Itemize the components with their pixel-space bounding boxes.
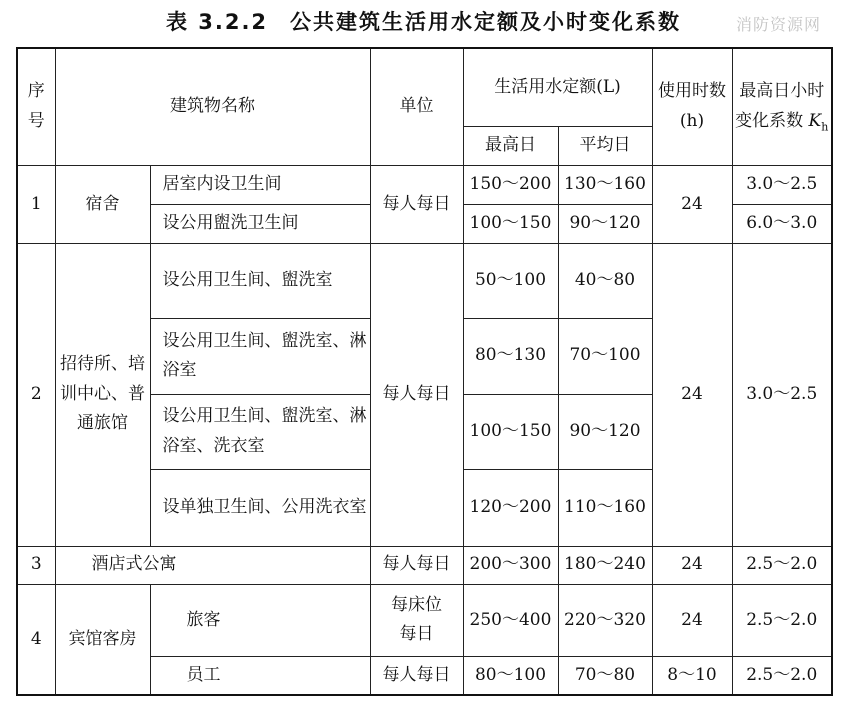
row3-seq: 3 [17, 546, 55, 584]
row4-sub2-unit: 每人每日 [370, 657, 463, 695]
table-caption: 公共建筑生活用水定额及小时变化系数 [290, 10, 682, 34]
row2-sub4-avg: 110～160 [558, 470, 652, 546]
row1-seq: 1 [17, 166, 55, 243]
table-row [17, 243, 832, 318]
row4-category: 宾馆客房 [55, 584, 150, 695]
header-quota: 生活用水定额(L) [463, 48, 652, 126]
row1-sub1-kh: 3.0～2.5 [732, 166, 832, 205]
table-row [17, 166, 832, 205]
row2-kh: 3.0～2.5 [732, 243, 832, 546]
row2-sub3-name: 设公用卫生间、盥洗室、淋浴室、洗衣室 [150, 394, 370, 469]
row4-sub1-hours: 24 [652, 584, 732, 656]
row3-unit: 每人每日 [370, 546, 463, 584]
row2-sub4-name: 设单独卫生间、公用洗衣室 [150, 470, 370, 546]
table-row [17, 546, 832, 584]
row1-sub2-name: 设公用盥洗卫生间 [150, 205, 370, 243]
row2-hours: 24 [652, 243, 732, 546]
row1-unit: 每人每日 [370, 166, 463, 243]
row4-seq: 4 [17, 584, 55, 695]
row4-sub2-name: 员工 [150, 657, 370, 695]
row2-sub1-max: 50～100 [463, 243, 558, 318]
row2-sub1-name: 设公用卫生间、盥洗室 [150, 243, 370, 318]
watermark: 消防资源网 [735, 15, 821, 34]
row4-sub1-max: 250～400 [463, 584, 558, 656]
row1-hours: 24 [652, 166, 732, 243]
header-kh-sub: h [821, 120, 829, 134]
row2-sub2-avg: 70～100 [558, 319, 652, 394]
header-kh [732, 48, 832, 166]
row2-sub4-max: 120～200 [463, 470, 558, 546]
water-quota-table [16, 47, 833, 696]
row3-avg: 180～240 [558, 546, 652, 584]
row1-sub1-avg: 130～160 [558, 166, 652, 205]
row2-category: 招待所、培训中心、普通旅馆 [55, 243, 150, 546]
header-quota-avg: 平均日 [558, 126, 652, 165]
row3-hours: 24 [652, 546, 732, 584]
row2-seq: 2 [17, 243, 55, 546]
row1-sub2-max: 100～150 [463, 205, 558, 243]
header-name: 建筑物名称 [55, 48, 370, 166]
row2-sub2-name: 设公用卫生间、盥洗室、淋浴室 [150, 319, 370, 394]
row4-sub1-kh: 2.5～2.0 [732, 584, 832, 656]
header-kh-prefix: 最高日小时变化系数 [735, 81, 825, 132]
row2-unit: 每人每日 [370, 243, 463, 546]
row4-sub2-max: 80～100 [463, 657, 558, 695]
row4-sub2-hours: 8～10 [652, 657, 732, 695]
header-unit: 单位 [370, 48, 463, 166]
row1-sub2-avg: 90～120 [558, 205, 652, 243]
row3-name: 酒店式公寓 [55, 546, 370, 584]
table-number: 表 3.2.2 [165, 10, 269, 34]
table-title [0, 6, 847, 36]
row4-sub2-avg: 70～80 [558, 657, 652, 695]
header-quota-max: 最高日 [463, 126, 558, 165]
header-hours: 使用时数(h) [652, 48, 732, 166]
row4-sub2-kh: 2.5～2.0 [732, 657, 832, 695]
row2-sub3-max: 100～150 [463, 394, 558, 469]
header-seq: 序号 [17, 48, 55, 166]
row1-sub2-kh: 6.0～3.0 [732, 205, 832, 243]
row4-sub1-unit: 每床位每日 [370, 584, 463, 656]
header-row [17, 48, 832, 126]
row4-sub1-avg: 220～320 [558, 584, 652, 656]
row3-max: 200～300 [463, 546, 558, 584]
row3-kh: 2.5～2.0 [732, 546, 832, 584]
header-kh-symbol: K [808, 111, 822, 132]
row2-sub2-max: 80～130 [463, 319, 558, 394]
table-row [17, 584, 832, 656]
row4-sub1-name: 旅客 [150, 584, 370, 656]
row1-category: 宿舍 [55, 166, 150, 243]
row1-sub1-name: 居室内设卫生间 [150, 166, 370, 205]
row1-sub1-max: 150～200 [463, 166, 558, 205]
row2-sub3-avg: 90～120 [558, 394, 652, 469]
row2-sub1-avg: 40～80 [558, 243, 652, 318]
